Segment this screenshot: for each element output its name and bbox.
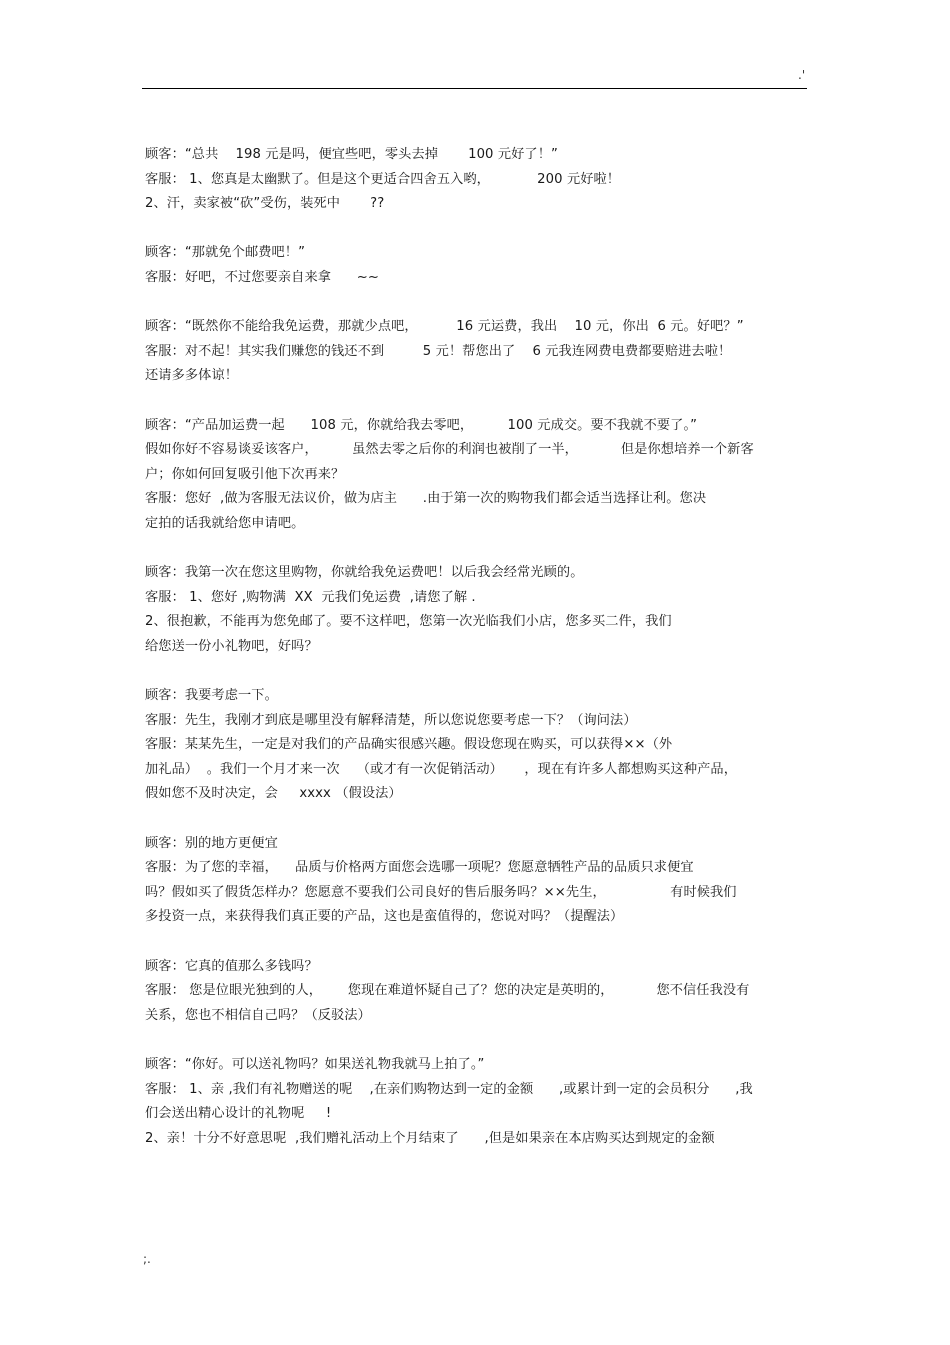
document-body <box>145 143 810 1176</box>
text-line: 加礼品） 。我们一个月才来一次 （或才有一次促销活动） ，现在有许多人都想购买这种产品， <box>145 761 737 777</box>
text-line: 顾客：“你好。可以送礼物吗？如果送礼物我就马上拍了。” <box>145 1056 485 1072</box>
text-line: 定拍的话我就给您申请吧。 <box>145 515 305 531</box>
text-line: 给您送一份小礼物吧，好吗？ <box>145 638 318 654</box>
footer-mark: ;. <box>143 1252 151 1266</box>
text-line: 2、汗，卖家被“砍”受伤，装死中 ?? <box>145 196 385 212</box>
dialogue-block <box>145 143 810 217</box>
text-line: 客服：对不起！其实我们赚您的钱还不到 5 元！帮您出了 6 元我连网费电费都要赔进去啦！ <box>145 343 732 359</box>
text-line: 客服： 您是位眼光独到的人， 您现在难道怀疑自己了？您的决定是英明的， 您不信任我没有 <box>145 983 750 999</box>
text-line: 顾客：“那就免个邮费吧！” <box>145 245 306 261</box>
text-line: 户；你如何回复吸引他下次再来？ <box>145 466 345 482</box>
text-line: 关系，您也不相信自己吗？（反驳法） <box>145 1007 371 1023</box>
text-line: 客服：您好 ,做为客服无法议价，做为店主 .由于第一次的购物我们都会适当选择让利。您决 <box>145 491 707 507</box>
text-line: 客服：好吧，不过您要亲自来拿 ~~ <box>145 269 380 285</box>
text-line: 顾客：我第一次在您这里购物，你就给我免运费吧！以后我会经常光顾的。 <box>145 565 584 581</box>
text-line: 客服：为了您的幸福， 品质与价格两方面您会选哪一项呢？您愿意牺牲产品的品质只求便宜 <box>145 860 694 876</box>
text-line: 顾客：“产品加运费一起 108 元，你就给我去零吧， 100 元成交。要不我就不要了。” <box>145 417 698 433</box>
text-line: 假如你好不容易谈妥该客户， 虽然去零之后你的利润也被削了一半， 但是你想培养一个新客 <box>145 442 754 458</box>
dialogue-block <box>145 241 810 290</box>
text-line: 客服： 1、您真是太幽默了。但是这个更适合四舍五入哟， 200 元好啦！ <box>145 171 621 187</box>
text-line: 假如您不及时决定，会 xxxx （假设法） <box>145 786 402 802</box>
text-line: 客服：先生，我刚才到底是哪里没有解释清楚，所以您说您要考虑一下？（询问法） <box>145 712 637 728</box>
text-line: 2、亲！十分不好意思呢 ,我们赠礼活动上个月结束了 ,但是如果亲在本店购买达到规定的金额 <box>145 1130 715 1146</box>
text-line: 顾客：别的地方更便宜 <box>145 835 278 851</box>
dialogue-block <box>145 561 810 659</box>
text-line: 客服：某某先生，一定是对我们的产品确实很感兴趣。假设您现在购买，可以获得××（外 <box>145 737 673 753</box>
text-line: 还请多多体谅！ <box>145 368 239 384</box>
text-line: 顾客：“既然你不能给我免运费，那就少点吧， 16 元运费，我出 10 元，你出 6 元。好吧？” <box>145 319 744 335</box>
header-divider <box>142 88 807 89</box>
text-line: 顾客：它真的值那么多钱吗？ <box>145 958 318 974</box>
text-line: 们会送出精心设计的礼物呢 ! <box>145 1106 332 1122</box>
text-line: 2、很抱歉，不能再为您免邮了。要不这样吧，您第一次光临我们小店，您多买二件，我们 <box>145 614 672 630</box>
header-mark: .' <box>798 68 806 82</box>
text-line: 吗？假如买了假货怎样办？您愿意不要我们公司良好的售后服务吗？××先生， 有时候我们 <box>145 884 737 900</box>
dialogue-block <box>145 414 810 537</box>
dialogue-block <box>145 832 810 930</box>
text-line: 顾客：我要考虑一下。 <box>145 688 278 704</box>
text-line: 客服： 1、亲 ,我们有礼物赠送的呢 ,在亲们购物达到一定的金额 ,或累计到一定的会员积分 ,我 <box>145 1081 753 1097</box>
text-line: 顾客：“总共 198 元是吗，便宜些吧，零头去掉 100 元好了！” <box>145 147 558 162</box>
dialogue-block <box>145 684 810 807</box>
text-line: 多投资一点，来获得我们真正要的产品，这也是蛮值得的，您说对吗？（提醒法） <box>145 909 624 925</box>
dialogue-block <box>145 1053 810 1151</box>
dialogue-block <box>145 955 810 1029</box>
text-line: 客服： 1、您好 ,购物满 XX 元我们免运费 ,请您了解 . <box>145 589 476 605</box>
dialogue-block <box>145 315 810 389</box>
